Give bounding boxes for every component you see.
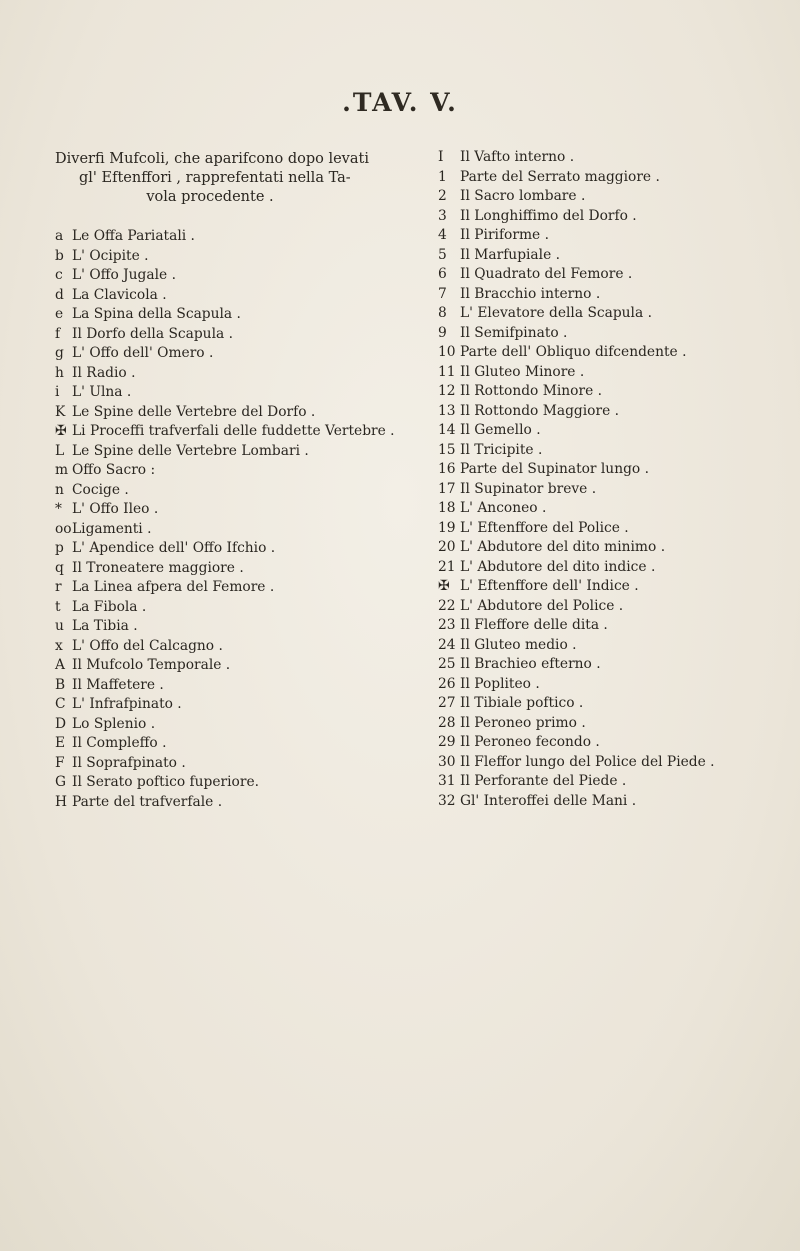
legend-key: C xyxy=(55,696,66,712)
legend-item xyxy=(438,499,783,519)
legend-key: 28 xyxy=(438,714,456,731)
legend-key: L xyxy=(55,442,65,459)
legend-text: L' Apendice dell' Offo Ifchio . xyxy=(72,540,276,556)
legend-item xyxy=(438,187,783,207)
intro-line-1: Diverfi Mufcoli, che aparifcono dopo levati xyxy=(55,151,369,167)
legend-key: 18 xyxy=(438,500,456,516)
legend-key: 13 xyxy=(438,402,456,419)
legend-item xyxy=(438,441,783,461)
plate-title: .TAV. V. xyxy=(342,88,458,117)
legend-item xyxy=(438,363,783,383)
legend-item xyxy=(55,578,395,598)
legend-key: B xyxy=(55,676,66,693)
legend-item xyxy=(438,655,783,675)
legend-item xyxy=(55,520,395,540)
legend-item xyxy=(438,616,783,636)
legend-text: Offo Sacro : xyxy=(72,462,156,478)
legend-text: Il Troneatere maggiore . xyxy=(72,559,244,576)
legend-text: Il Serato poftico fuperiore. xyxy=(72,774,259,790)
legend-key: 17 xyxy=(438,480,456,497)
legend-key: 16 xyxy=(438,461,456,477)
legend-text: L' Infrafpinato . xyxy=(72,696,182,712)
legend-item xyxy=(55,325,395,345)
legend-text: Le Offa Pariatali . xyxy=(72,228,195,244)
legend-key: 26 xyxy=(438,675,456,692)
legend-key: a xyxy=(55,228,64,244)
legend-item xyxy=(55,286,395,306)
legend-item xyxy=(438,694,783,714)
legend-item xyxy=(438,382,783,402)
intro-line-3: vola procedente . xyxy=(146,189,274,205)
right-column xyxy=(438,148,783,811)
legend-key: 20 xyxy=(438,539,456,555)
legend-item xyxy=(438,480,783,500)
legend-text: Il Compleffo . xyxy=(72,735,167,751)
legend-key: D xyxy=(55,715,67,732)
legend-text: Parte dell' Obliquo difcendente . xyxy=(460,344,687,360)
legend-key: 5 xyxy=(438,246,447,263)
legend-item xyxy=(438,597,783,617)
legend-text: L' Eftenffore del Police . xyxy=(460,519,629,536)
legend-item xyxy=(55,754,395,774)
legend-text: Il Piriforme . xyxy=(460,227,549,243)
legend-key: 9 xyxy=(438,324,447,341)
legend-text: L' Offo dell' Omero . xyxy=(72,345,214,361)
legend-key: 23 xyxy=(438,617,456,633)
legend-item xyxy=(55,734,395,754)
legend-key: u xyxy=(55,618,64,634)
legend-item xyxy=(55,461,395,481)
legend-item xyxy=(55,442,395,462)
legend-text: L' Offo del Calcagno . xyxy=(72,637,223,654)
legend-key: m xyxy=(55,462,69,478)
legend-key: 7 xyxy=(438,285,447,302)
legend-text: Il Tibiale poftico . xyxy=(460,695,584,711)
legend-text: Il Maffetere . xyxy=(72,676,164,693)
legend-text: Il Popliteo . xyxy=(460,675,540,692)
legend-text: Li Proceffi trafverfali delle fuddette Vertebre . xyxy=(72,423,395,439)
legend-key: f xyxy=(55,325,61,342)
legend-text: Il Brachieo efterno . xyxy=(460,656,601,672)
legend-text: Il Perforante del Piede . xyxy=(460,773,627,789)
legend-key: A xyxy=(55,657,65,673)
legend-text: Parte del Supinator lungo . xyxy=(460,461,649,477)
legend-key: 29 xyxy=(438,734,456,750)
legend-text: Il Rottondo Minore . xyxy=(460,383,603,399)
legend-text: Il Vafto interno . xyxy=(460,149,575,165)
legend-item xyxy=(55,481,395,501)
legend-text: Il Supinator breve . xyxy=(460,480,597,497)
legend-item xyxy=(55,422,395,442)
legend-key: 30 xyxy=(438,753,456,770)
legend-key: 8 xyxy=(438,305,447,321)
legend-key: 22 xyxy=(438,597,456,614)
legend-item xyxy=(438,324,783,344)
legend-key: 24 xyxy=(438,636,456,653)
legend-text: Il Semifpinato . xyxy=(460,324,568,341)
legend-item xyxy=(55,500,395,520)
legend-text: L' Abdutore del dito minimo . xyxy=(460,539,666,555)
left-legend-list xyxy=(55,227,395,812)
legend-key: 14 xyxy=(438,422,456,438)
legend-text: Il Gluteo Minore . xyxy=(460,363,585,380)
legend-item xyxy=(438,402,783,422)
legend-key: 1 xyxy=(438,168,447,185)
legend-item xyxy=(438,226,783,246)
legend-item xyxy=(55,364,395,384)
legend-text: Il Quadrato del Femore . xyxy=(460,266,633,282)
legend-key: 3 xyxy=(438,207,447,224)
legend-text: La Linea afpera del Femore . xyxy=(72,579,275,595)
legend-key: 2 xyxy=(438,188,447,204)
legend-item xyxy=(438,168,783,188)
legend-item xyxy=(55,656,395,676)
legend-item xyxy=(438,792,783,812)
legend-item xyxy=(55,676,395,696)
legend-key: 15 xyxy=(438,441,456,458)
legend-key: q xyxy=(55,559,64,576)
legend-text: L' Ocipite . xyxy=(72,247,149,264)
legend-text: La Spina della Scapula . xyxy=(72,306,241,322)
legend-text: Il Rottondo Maggiore . xyxy=(460,402,620,419)
legend-item xyxy=(55,403,395,423)
legend-item xyxy=(55,227,395,247)
legend-key: ✠ xyxy=(438,578,450,594)
legend-text: Lo Splenio . xyxy=(72,715,156,732)
legend-text: Il Bracchio interno . xyxy=(460,285,601,302)
legend-text: Il Gluteo medio . xyxy=(460,636,577,653)
legend-text: L' Anconeo . xyxy=(460,500,547,516)
legend-text: L' Ulna . xyxy=(72,384,132,400)
legend-text: Il Soprafpinato . xyxy=(72,754,186,771)
legend-text: Il Radio . xyxy=(72,364,136,381)
legend-item xyxy=(438,207,783,227)
legend-item xyxy=(438,714,783,734)
legend-key: 27 xyxy=(438,695,456,711)
legend-text: Il Marfupiale . xyxy=(460,246,561,263)
legend-text: Il Peroneo primo . xyxy=(460,714,586,731)
legend-key: 6 xyxy=(438,266,447,282)
legend-item xyxy=(438,460,783,480)
legend-text: Il Fleffore delle dita . xyxy=(460,617,608,633)
legend-key: e xyxy=(55,306,64,322)
legend-item xyxy=(438,538,783,558)
legend-item xyxy=(438,519,783,539)
legend-item xyxy=(438,421,783,441)
legend-item xyxy=(438,285,783,305)
legend-key: p xyxy=(55,540,64,556)
legend-key: F xyxy=(55,754,65,771)
legend-item xyxy=(438,148,783,168)
legend-text: Le Spine delle Vertebre Lombari . xyxy=(72,442,309,459)
legend-key: 10 xyxy=(438,344,456,360)
legend-item xyxy=(55,598,395,618)
legend-item xyxy=(438,636,783,656)
legend-key: G xyxy=(55,774,67,790)
legend-text: Gl' Interoffei delle Mani . xyxy=(460,792,637,809)
legend-text: L' Offo Ileo . xyxy=(72,501,159,517)
legend-text: Il Dorfo della Scapula . xyxy=(72,325,233,342)
legend-item xyxy=(55,773,395,793)
legend-key: b xyxy=(55,247,64,264)
legend-text: Il Peroneo fecondo . xyxy=(460,734,600,750)
legend-text: Il Fleffor lungo del Police del Piede . xyxy=(460,753,715,770)
legend-text: L' Eftenffore dell' Indice . xyxy=(460,578,639,594)
legend-key: H xyxy=(55,793,68,810)
legend-text: Ligamenti . xyxy=(72,520,152,537)
legend-item xyxy=(438,246,783,266)
legend-item xyxy=(438,675,783,695)
legend-text: Il Sacro lombare . xyxy=(460,188,586,204)
legend-item xyxy=(438,577,783,597)
legend-key: n xyxy=(55,481,64,498)
legend-text: La Fibola . xyxy=(72,598,147,615)
legend-key: 11 xyxy=(438,363,456,380)
legend-item xyxy=(438,772,783,792)
legend-key: c xyxy=(55,267,63,283)
legend-key: r xyxy=(55,579,62,595)
legend-key: 4 xyxy=(438,227,447,243)
legend-item xyxy=(55,539,395,559)
legend-text: L' Abdutore del Police . xyxy=(460,597,624,614)
legend-key: h xyxy=(55,364,64,381)
legend-item xyxy=(55,344,395,364)
legend-item xyxy=(55,247,395,267)
legend-text: L' Abdutore del dito indice . xyxy=(460,558,656,575)
legend-text: Il Gemello . xyxy=(460,422,541,438)
legend-item xyxy=(438,343,783,363)
legend-item xyxy=(55,559,395,579)
legend-key: ✠ xyxy=(55,423,67,439)
legend-item xyxy=(438,265,783,285)
legend-key: 25 xyxy=(438,656,456,672)
left-column xyxy=(55,150,395,812)
legend-text: Parte del trafverfale . xyxy=(72,793,223,810)
legend-item xyxy=(55,617,395,637)
legend-item xyxy=(438,558,783,578)
legend-text: La Clavicola . xyxy=(72,286,167,303)
legend-key: K xyxy=(55,403,66,420)
legend-text: L' Offo Jugale . xyxy=(72,267,176,283)
legend-item xyxy=(438,733,783,753)
legend-item xyxy=(55,695,395,715)
legend-text: Le Spine delle Vertebre del Dorfo . xyxy=(72,403,316,420)
legend-item xyxy=(438,304,783,324)
legend-text: L' Elevatore della Scapula . xyxy=(460,305,652,321)
legend-text: Parte del Serrato maggiore . xyxy=(460,168,660,185)
legend-key: 31 xyxy=(438,773,456,789)
legend-item xyxy=(55,715,395,735)
legend-item xyxy=(55,637,395,657)
legend-key: * xyxy=(55,501,62,517)
right-legend-list xyxy=(438,148,783,811)
legend-item xyxy=(55,383,395,403)
intro-text xyxy=(55,150,395,207)
legend-key: 32 xyxy=(438,792,456,809)
legend-key: g xyxy=(55,345,64,361)
legend-key: 21 xyxy=(438,558,456,575)
legend-key: oo xyxy=(55,520,72,537)
legend-key: 12 xyxy=(438,383,456,399)
legend-key: x xyxy=(55,637,63,654)
legend-key: 19 xyxy=(438,519,456,536)
legend-key: I xyxy=(438,149,444,165)
legend-text: Cocige . xyxy=(72,481,129,498)
legend-text: La Tibia . xyxy=(72,618,138,634)
legend-key: t xyxy=(55,598,61,615)
legend-item xyxy=(55,793,395,813)
intro-line-2: gl' Eftenffori , rapprefentati nella Ta- xyxy=(79,170,351,186)
legend-key: d xyxy=(55,286,64,303)
legend-item xyxy=(55,305,395,325)
legend-text: Il Longhiffimo del Dorfo . xyxy=(460,207,637,224)
legend-key: E xyxy=(55,735,66,751)
legend-item xyxy=(438,753,783,773)
legend-item xyxy=(55,266,395,286)
legend-text: Il Tricipite . xyxy=(460,441,543,458)
legend-key: i xyxy=(55,384,60,400)
legend-text: Il Mufcolo Temporale . xyxy=(72,657,231,673)
